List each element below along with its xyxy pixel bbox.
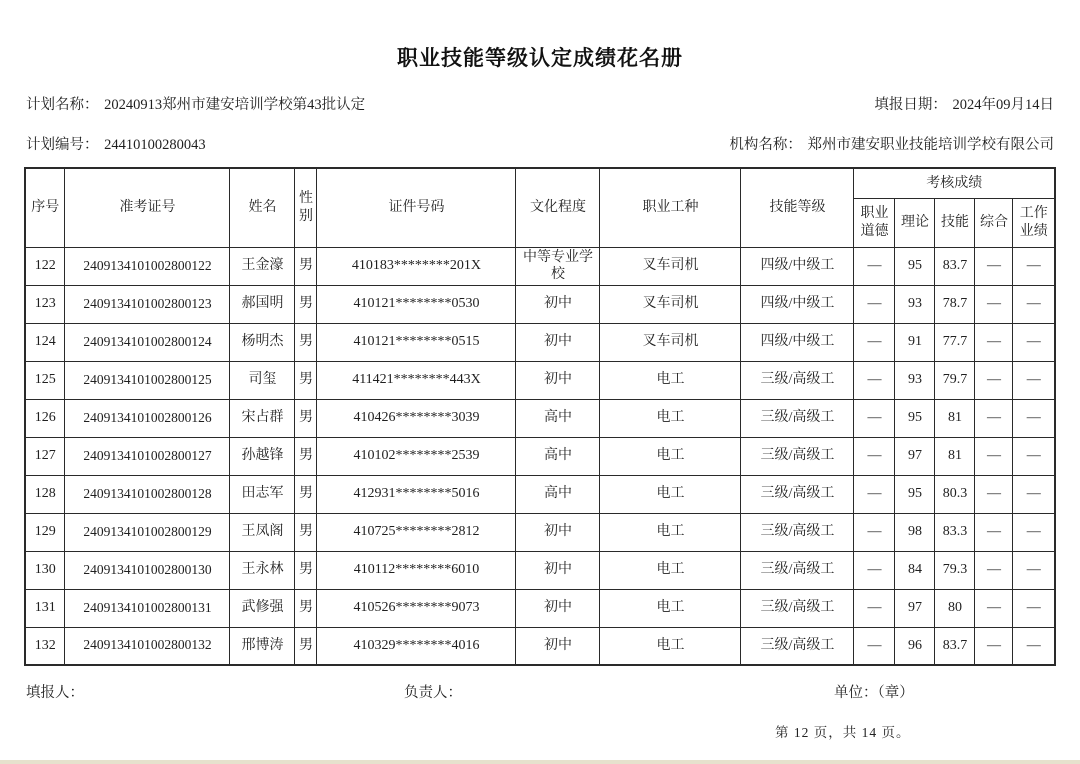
plan-number-value: 24410100280043 [104, 137, 206, 153]
cell-seq: 129 [25, 513, 65, 551]
col-header-education: 文化程度 [516, 168, 600, 247]
cell-gender: 男 [295, 323, 317, 361]
cell-score-ethics: — [854, 437, 895, 475]
cell-level: 三级/高级工 [741, 399, 854, 437]
cell-score-ethics: — [854, 589, 895, 627]
table-body [25, 247, 1055, 665]
cell-score-work: — [1013, 247, 1055, 285]
cell-score-skill: 81 [935, 437, 975, 475]
cell-level: 三级/高级工 [741, 361, 854, 399]
cell-name: 王永林 [230, 551, 295, 589]
cell-education: 初中 [516, 513, 600, 551]
plan-name [26, 93, 365, 114]
table-row [25, 323, 1055, 361]
cell-occupation: 电工 [600, 551, 741, 589]
col-header-seq: 序号 [25, 168, 65, 247]
col-header-score-ethics: 职业道德 [854, 198, 895, 247]
cell-name: 宋占群 [230, 399, 295, 437]
cell-score-work: — [1013, 589, 1055, 627]
report-date-value: 2024年09月14日 [952, 97, 1054, 113]
table-row [25, 437, 1055, 475]
col-header-occupation: 职业工种 [600, 168, 741, 247]
cell-score-theory: 95 [895, 399, 935, 437]
cell-id-number: 410121********0515 [317, 323, 516, 361]
cell-score-skill: 80.3 [935, 475, 975, 513]
cell-ticket: 2409134101002800127 [65, 437, 230, 475]
cell-seq: 126 [25, 399, 65, 437]
cell-score-work: — [1013, 513, 1055, 551]
cell-ticket: 2409134101002800132 [65, 627, 230, 665]
table-row [25, 285, 1055, 323]
cell-score-comprehensive: — [975, 589, 1013, 627]
cell-score-theory: 91 [895, 323, 935, 361]
cell-score-comprehensive: — [975, 323, 1013, 361]
cell-ticket: 2409134101002800123 [65, 285, 230, 323]
cell-gender: 男 [295, 399, 317, 437]
cell-occupation: 电工 [600, 361, 741, 399]
cell-level: 三级/高级工 [741, 627, 854, 665]
table-row [25, 475, 1055, 513]
cell-score-work: — [1013, 285, 1055, 323]
cell-education: 初中 [516, 323, 600, 361]
col-header-score-comprehensive: 综合 [975, 198, 1013, 247]
cell-seq: 132 [25, 627, 65, 665]
cell-ticket: 2409134101002800125 [65, 361, 230, 399]
cell-score-skill: 81 [935, 399, 975, 437]
cell-score-skill: 79.7 [935, 361, 975, 399]
cell-score-comprehensive: — [975, 361, 1013, 399]
cell-name: 田志军 [230, 475, 295, 513]
cell-occupation: 叉车司机 [600, 285, 741, 323]
cell-score-skill: 83.7 [935, 247, 975, 285]
cell-education: 高中 [516, 437, 600, 475]
cell-score-theory: 93 [895, 361, 935, 399]
cell-gender: 男 [295, 551, 317, 589]
col-header-score-skill: 技能 [935, 198, 975, 247]
cell-id-number: 410121********0530 [317, 285, 516, 323]
cell-name: 郝国明 [230, 285, 295, 323]
table-row [25, 513, 1055, 551]
cell-education: 初中 [516, 589, 600, 627]
bottom-edge-strip [0, 760, 1080, 764]
org-name [729, 133, 1054, 154]
cell-seq: 127 [25, 437, 65, 475]
cell-seq: 125 [25, 361, 65, 399]
cell-score-comprehensive: — [975, 399, 1013, 437]
cell-gender: 男 [295, 247, 317, 285]
cell-score-skill: 80 [935, 589, 975, 627]
cell-score-comprehensive: — [975, 627, 1013, 665]
table-row [25, 589, 1055, 627]
cell-score-theory: 84 [895, 551, 935, 589]
cell-score-comprehensive: — [975, 513, 1013, 551]
cell-level: 三级/高级工 [741, 551, 854, 589]
cell-score-skill: 83.7 [935, 627, 975, 665]
plan-number-label: 计划编号： [26, 137, 99, 153]
cell-seq: 130 [25, 551, 65, 589]
page-title: 职业技能等级认定成绩花名册 [397, 46, 683, 70]
cell-education: 中等专业学校 [516, 247, 600, 285]
cell-occupation: 电工 [600, 589, 741, 627]
cell-education: 初中 [516, 285, 600, 323]
col-header-ticket: 准考证号 [65, 168, 230, 247]
cell-level: 四级/中级工 [741, 285, 854, 323]
cell-name: 杨明杰 [230, 323, 295, 361]
cell-score-theory: 98 [895, 513, 935, 551]
cell-score-ethics: — [854, 399, 895, 437]
cell-education: 高中 [516, 399, 600, 437]
cell-score-comprehensive: — [975, 475, 1013, 513]
cell-name: 王凤阁 [230, 513, 295, 551]
cell-gender: 男 [295, 475, 317, 513]
cell-score-skill: 79.3 [935, 551, 975, 589]
cell-ticket: 2409134101002800128 [65, 475, 230, 513]
cell-score-ethics: — [854, 551, 895, 589]
cell-id-number: 410102********2539 [317, 437, 516, 475]
cell-score-work: — [1013, 627, 1055, 665]
cell-seq: 131 [25, 589, 65, 627]
cell-level: 三级/高级工 [741, 513, 854, 551]
signature-row [0, 681, 1080, 702]
cell-id-number: 410183********201X [317, 247, 516, 285]
col-header-gender: 性别 [295, 168, 317, 247]
col-header-name: 姓名 [230, 168, 295, 247]
col-header-score-theory: 理论 [895, 198, 935, 247]
cell-gender: 男 [295, 437, 317, 475]
cell-level: 三级/高级工 [741, 589, 854, 627]
cell-education: 初中 [516, 361, 600, 399]
meta-row-2 [0, 133, 1080, 154]
cell-id-number: 410426********3039 [317, 399, 516, 437]
cell-seq: 122 [25, 247, 65, 285]
table-header [25, 168, 1055, 247]
cell-name: 邢博涛 [230, 627, 295, 665]
score-roster-table [24, 167, 1056, 666]
cell-occupation: 叉车司机 [600, 323, 741, 361]
cell-score-comprehensive: — [975, 285, 1013, 323]
table-row [25, 399, 1055, 437]
cell-ticket: 2409134101002800124 [65, 323, 230, 361]
cell-score-ethics: — [854, 247, 895, 285]
col-header-id-number: 证件号码 [317, 168, 516, 247]
cell-occupation: 电工 [600, 399, 741, 437]
cell-seq: 124 [25, 323, 65, 361]
cell-score-ethics: — [854, 475, 895, 513]
cell-id-number: 410329********4016 [317, 627, 516, 665]
cell-score-comprehensive: — [975, 551, 1013, 589]
cell-education: 初中 [516, 627, 600, 665]
filler-label: 填报人： [26, 685, 84, 701]
table-row [25, 551, 1055, 589]
cell-score-work: — [1013, 323, 1055, 361]
cell-seq: 128 [25, 475, 65, 513]
cell-occupation: 叉车司机 [600, 247, 741, 285]
col-header-level: 技能等级 [741, 168, 854, 247]
plan-name-value: 20240913郑州市建安培训学校第43批认定 [104, 97, 366, 113]
col-header-score-group: 考核成绩 [854, 168, 1055, 198]
cell-score-skill: 77.7 [935, 323, 975, 361]
cell-score-work: — [1013, 399, 1055, 437]
cell-education: 初中 [516, 551, 600, 589]
cell-id-number: 410526********9073 [317, 589, 516, 627]
cell-gender: 男 [295, 589, 317, 627]
cell-gender: 男 [295, 513, 317, 551]
cell-id-number: 410112********6010 [317, 551, 516, 589]
cell-score-theory: 96 [895, 627, 935, 665]
plan-name-label: 计划名称： [26, 97, 99, 113]
org-name-label: 机构名称： [729, 137, 802, 153]
report-date-label: 填报日期： [874, 97, 947, 113]
cell-occupation: 电工 [600, 627, 741, 665]
org-name-value: 郑州市建安职业技能培训学校有限公司 [807, 137, 1054, 153]
meta-row-1 [0, 93, 1080, 114]
cell-score-skill: 78.7 [935, 285, 975, 323]
cell-occupation: 电工 [600, 475, 741, 513]
unit-seal-label: 单位：（章） [834, 685, 914, 701]
cell-score-ethics: — [854, 513, 895, 551]
cell-score-theory: 97 [895, 437, 935, 475]
cell-score-comprehensive: — [975, 247, 1013, 285]
cell-ticket: 2409134101002800130 [65, 551, 230, 589]
report-date [874, 93, 1054, 114]
cell-score-work: — [1013, 475, 1055, 513]
cell-score-theory: 95 [895, 475, 935, 513]
cell-name: 武修强 [230, 589, 295, 627]
cell-score-ethics: — [854, 323, 895, 361]
cell-name: 王金濠 [230, 247, 295, 285]
cell-id-number: 410725********2812 [317, 513, 516, 551]
table-row [25, 627, 1055, 665]
cell-ticket: 2409134101002800126 [65, 399, 230, 437]
cell-name: 孙越锋 [230, 437, 295, 475]
cell-ticket: 2409134101002800131 [65, 589, 230, 627]
cell-score-comprehensive: — [975, 437, 1013, 475]
cell-id-number: 412931********5016 [317, 475, 516, 513]
col-header-score-work: 工作业绩 [1013, 198, 1055, 247]
cell-score-ethics: — [854, 361, 895, 399]
cell-occupation: 电工 [600, 513, 741, 551]
cell-score-theory: 97 [895, 589, 935, 627]
cell-score-ethics: — [854, 627, 895, 665]
cell-score-work: — [1013, 437, 1055, 475]
cell-ticket: 2409134101002800122 [65, 247, 230, 285]
cell-id-number: 411421********443X [317, 361, 516, 399]
table-row [25, 361, 1055, 399]
cell-gender: 男 [295, 361, 317, 399]
cell-score-work: — [1013, 551, 1055, 589]
cell-ticket: 2409134101002800129 [65, 513, 230, 551]
cell-level: 三级/高级工 [741, 437, 854, 475]
cell-occupation: 电工 [600, 437, 741, 475]
cell-name: 司玺 [230, 361, 295, 399]
cell-education: 高中 [516, 475, 600, 513]
cell-level: 四级/中级工 [741, 247, 854, 285]
table-row [25, 247, 1055, 285]
cell-score-theory: 93 [895, 285, 935, 323]
cell-score-ethics: — [854, 285, 895, 323]
page-indicator: 第 12 页，共 14 页。 [775, 725, 911, 740]
cell-level: 三级/高级工 [741, 475, 854, 513]
cell-score-work: — [1013, 361, 1055, 399]
plan-number [26, 133, 206, 154]
responsible-label: 负责人： [404, 685, 462, 701]
cell-seq: 123 [25, 285, 65, 323]
cell-gender: 男 [295, 627, 317, 665]
cell-score-theory: 95 [895, 247, 935, 285]
cell-score-skill: 83.3 [935, 513, 975, 551]
cell-gender: 男 [295, 285, 317, 323]
cell-level: 四级/中级工 [741, 323, 854, 361]
